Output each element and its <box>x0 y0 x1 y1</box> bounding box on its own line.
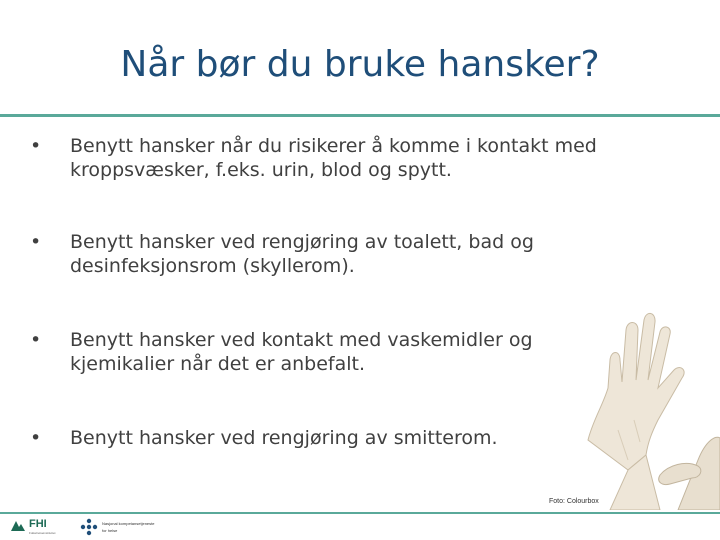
footer-divider <box>0 512 720 514</box>
bullet-text: Benytt hansker ved rengjøring av smitterom. <box>70 427 498 449</box>
fhi-logo-text: FHI <box>29 518 47 530</box>
footer <box>0 512 720 540</box>
bullet-text: Benytt hansker ved kontakt med vaskemidler og kjemikalier når det er anbefalt. <box>70 329 533 375</box>
bullet-item <box>30 134 630 182</box>
bullet-item <box>30 426 590 450</box>
pulling-glove <box>659 437 720 510</box>
bullet-dot: • <box>30 135 42 157</box>
fhi-logo <box>10 518 60 536</box>
slide-title: Når bør du bruke hansker? <box>120 44 600 85</box>
bullet-dot: • <box>30 329 42 351</box>
bullet-text: Benytt hansker ved rengjøring av toalett, bad og desinfeksjonsrom (skyllerom). <box>70 231 534 277</box>
fhi-logo-icon <box>10 520 26 532</box>
partner-logo <box>80 518 190 536</box>
partner-logo-line1: Nasjonal kompetansetjeneste <box>102 521 155 526</box>
bullet-text: Benytt hansker når du risikerer å komme i kontakt med kroppsvæsker, f.eks. urin, blod og spytt. <box>70 135 597 181</box>
bullet-dot: • <box>30 231 42 253</box>
cross-dots-logo-icon <box>80 518 98 536</box>
partner-logo-line2: for helse <box>102 528 118 533</box>
glove-photo <box>548 270 720 510</box>
fhi-logo-subtext: Folkehelseinstituttet <box>29 531 56 535</box>
bullet-item <box>30 328 550 376</box>
bullet-dot: • <box>30 427 42 449</box>
bullet-item <box>30 230 570 278</box>
photo-credit: Foto: Colourbox <box>549 498 599 505</box>
